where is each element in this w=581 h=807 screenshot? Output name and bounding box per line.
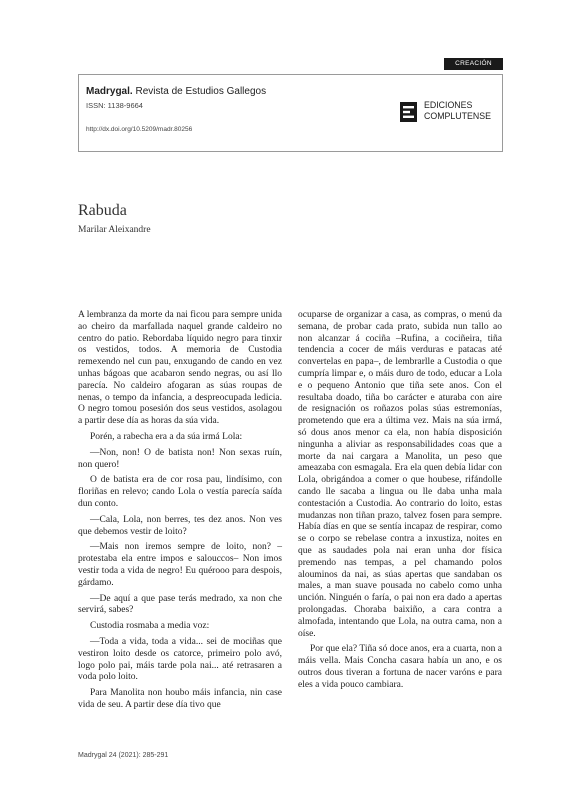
journal-name-rest: Revista de Estudios Gallegos <box>132 86 267 97</box>
paragraph: Custodia rosmaba a media voz: <box>90 621 210 632</box>
journal-name <box>86 86 266 97</box>
issn: ISSN: 1138-9664 <box>86 101 143 110</box>
paragraph: —De aquí a que pase terás medrado, xa non che servirá, sabes? <box>78 593 282 616</box>
doi-link[interactable]: http://dx.doi.org/10.5209/madr.80256 <box>86 126 193 133</box>
paragraph: Por que ela? Tiña só doce anos, era a cuarta, non a máis vella. Mais Concha casara había un ano, e os outros dous tiveran a fortuna de nacer varóns e para eles a vida pouco cambiara. <box>298 644 502 690</box>
paragraph: Para Manolita non houbo máis infancia, nin case vida de seu. A partir dese día tivo que <box>78 688 282 710</box>
text-column-left <box>78 310 282 716</box>
journal-header-box <box>78 74 503 152</box>
paragraph: —Mais non iremos sempre de loito, non? –protestaba ela entre impos e salouccos– Non imos vestir toda a vida de negro! Eu quérooo para despois, gárdamo. <box>78 542 282 588</box>
section-tag: CREACIÓN <box>444 58 503 70</box>
paragraph: Porén, a rabecha era a da súa irmá Lola: <box>90 431 243 442</box>
publisher-name: EDICIONES COMPLUTENSE <box>424 100 491 121</box>
paragraph: A lembranza da morte da nai ficou para sempre unida ao cheiro da marfallada naquel grande caldeiro no centro do patio. Rebordaba líquido negro para tinxir os vestidos, todos. A memoria de Custodia remexendo nel cun pau, enxugando de cando en vez unhas bágoas que acabaron sendo negras, ou así llo parecía. No caldeiro afogaran as súas roupas de nenas, o tempo da infancia, a despreocupada ledicia. O negro tomou posesión dos seus vestidos, asolagou a partir dese día as horas da súa vida. <box>78 310 282 427</box>
publisher-logo-icon <box>400 102 417 122</box>
paragraph: —Non, non! O de batista non! Non sexas ruín, non quero! <box>78 447 282 470</box>
paragraph: —Toda a vida, toda a vida... sei de mociñas que vestiron loito desde os catorce, primeiro polo avó, logo polo pai, máis tarde pola nai... até retrasaren a voda polo loito. <box>78 636 282 683</box>
text-column-right <box>298 310 502 696</box>
article-title: Rabuda <box>78 202 127 219</box>
paragraph: ocuparse de organizar a casa, as compras, o menú da semana, de probar cada prato, subida nun tallo ao non alcanzar á cociña –Rufina, a cociñeira, tiña tendencia a cocer de máis verduras e patacas até convertelas en papa–, de lembrarlle a Custodia o que cumpría limpar e, o máis duro de todo, educar a Lola e o pequeno Antonio que tiña sete anos. Con el resultaba doado, tiña bo carácter e aturaba con aire de resignación os roñazos polas súas estremonías, prometendo que era a última vez. Mais na súa irmá, só dous anos menor ca ela, non había disposición ningunha a aliviar as responsabilidades coas que a morte da nai cargara a Manolita, un peso que ameazaba con esmagala. Era ela quen debía lidar con Lola, obrigándoa a comer o que houbese, rifándolle cando lle sacaba a lingua ou lle daba unha mala contestación a Custodia. Ao contrario do loito, estas mudanzas non tiñan prazo, talvez fosen para sempre. Había días en que se sentía incapaz de respirar, como se o corpo se rebelase contra a inxustiza, noites en que as saudades pola nai eran unha dor física premendo nas tempas, a pel chamando polos alouminos da nai, as súas apertas que sandaban os males, a man suave pousada no cabelo como unha unción. Ninguén o faría, o pai non era dado a apertas prolongadas. Choraba baixiño, a cara contra a almofada, intentando que Lola, na outra cama, non a oíse. <box>298 310 502 639</box>
paragraph: O de batista era de cor rosa pau, lindísimo, con floriñas en relevo; cando Lola o vestía parecía saída dun conto. <box>78 475 282 509</box>
page-footer: Madrygal 24 (2021): 285-291 <box>78 752 169 759</box>
journal-name-bold: Madrygal. <box>86 86 133 97</box>
article-author: Marilar Aleixandre <box>78 225 151 235</box>
publisher-block <box>400 99 500 125</box>
paragraph: —Cala, Lola, non berres, tes dez anos. Non ves que debemos vestir de loito? <box>78 514 282 537</box>
